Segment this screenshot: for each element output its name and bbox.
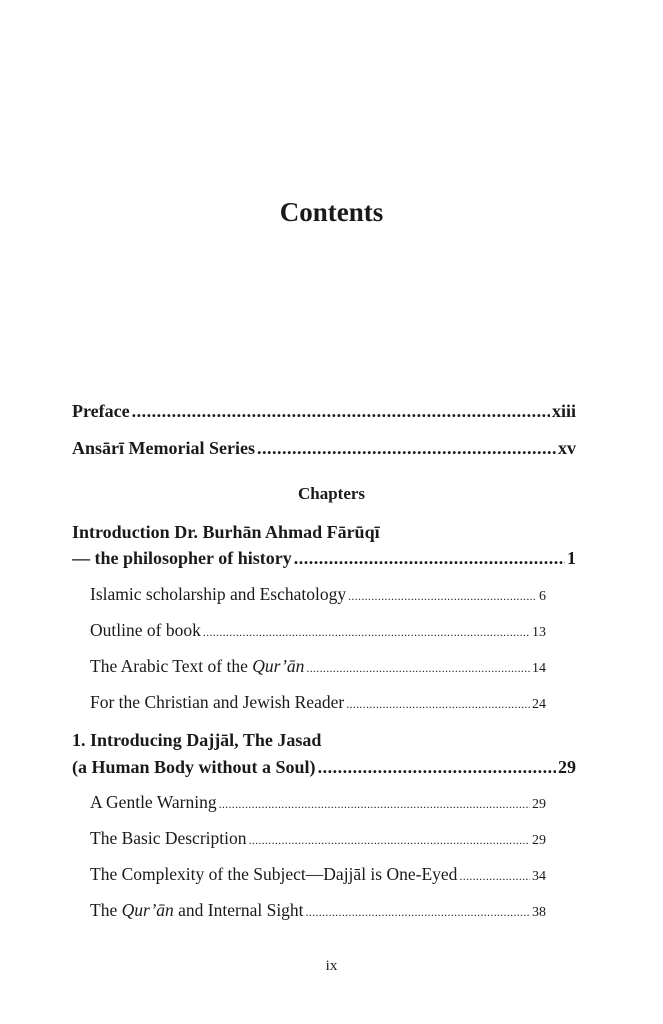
toc-entry-introduction[interactable] xyxy=(72,545,576,571)
page-folio: ix xyxy=(325,958,338,974)
toc-entry-label: — the philosopher of history xyxy=(72,548,292,568)
dot-leader xyxy=(248,827,530,853)
dot-leader xyxy=(306,899,530,925)
toc-entry-label: The Basic Description xyxy=(90,828,247,848)
dot-leader xyxy=(257,435,556,461)
toc-entry-label: A Gentle Warning xyxy=(90,792,217,812)
dot-leader xyxy=(318,754,556,780)
toc-entry-label: Preface xyxy=(72,401,130,421)
toc-entry-label: Outline of book xyxy=(90,620,201,640)
toc-entry-label: Islamic scholarship and Eschatology xyxy=(90,584,347,604)
toc-entry-label: The Arabic Text of the Qur’ān xyxy=(90,656,305,676)
dot-leader xyxy=(219,791,530,817)
toc-subentry[interactable] xyxy=(90,617,546,646)
dot-leader xyxy=(459,863,530,889)
toc-page-number: 29 xyxy=(558,757,576,777)
toc-entry-label: The Complexity of the Subject—Dajjāl is One-Eyed xyxy=(90,864,458,884)
toc-subentry[interactable] xyxy=(90,789,546,818)
italic-title: Qur’ān xyxy=(252,656,305,676)
toc-entry-introduction-line1[interactable]: Introduction Dr. Burhān Ahmad Fārūqī xyxy=(72,522,380,542)
toc-page-number: xv xyxy=(558,438,576,458)
toc-page-number: 34 xyxy=(532,869,546,884)
toc-entry-label: (a Human Body without a Soul) xyxy=(72,757,316,777)
toc-page-number: 29 xyxy=(532,797,546,812)
toc-subentry[interactable] xyxy=(90,689,546,718)
toc-entry-label: For the Christian and Jewish Reader xyxy=(90,692,345,712)
toc-subentry[interactable] xyxy=(90,861,546,890)
dot-leader xyxy=(294,545,565,571)
italic-title: Qur’ān xyxy=(121,900,174,920)
toc-subentry[interactable] xyxy=(90,897,546,926)
toc-page-number: xiii xyxy=(551,401,576,421)
toc-page-number: 38 xyxy=(532,905,546,920)
toc-page-number: 6 xyxy=(539,589,546,604)
chapters-heading: Chapters xyxy=(297,484,366,503)
toc-page-number: 14 xyxy=(532,661,546,676)
toc-entry-label: Ansārī Memorial Series xyxy=(72,438,255,458)
toc-entry-ansari-memorial-series[interactable] xyxy=(72,435,576,461)
dot-leader xyxy=(306,655,530,681)
toc-entry-label: The Qur’ān and Internal Sight xyxy=(90,900,304,920)
dot-leader xyxy=(203,619,530,645)
dot-leader xyxy=(346,691,530,717)
toc-subentry[interactable] xyxy=(90,581,546,610)
toc-subentry[interactable] xyxy=(90,653,546,682)
dot-leader xyxy=(132,398,550,424)
toc-entry-chapter1-line1[interactable]: 1. Introducing Dajjāl, The Jasad xyxy=(72,730,322,750)
toc-subentry[interactable] xyxy=(90,825,546,854)
dot-leader xyxy=(348,583,537,609)
toc-page-number: 13 xyxy=(532,625,546,640)
toc-page-number: 29 xyxy=(532,833,546,848)
toc-page-number: 24 xyxy=(532,697,546,712)
toc-page-number: 1 xyxy=(567,548,576,568)
toc-entry-chapter1[interactable] xyxy=(72,754,576,780)
page-title: Contents xyxy=(279,197,384,227)
toc-entry-preface[interactable] xyxy=(72,398,576,424)
